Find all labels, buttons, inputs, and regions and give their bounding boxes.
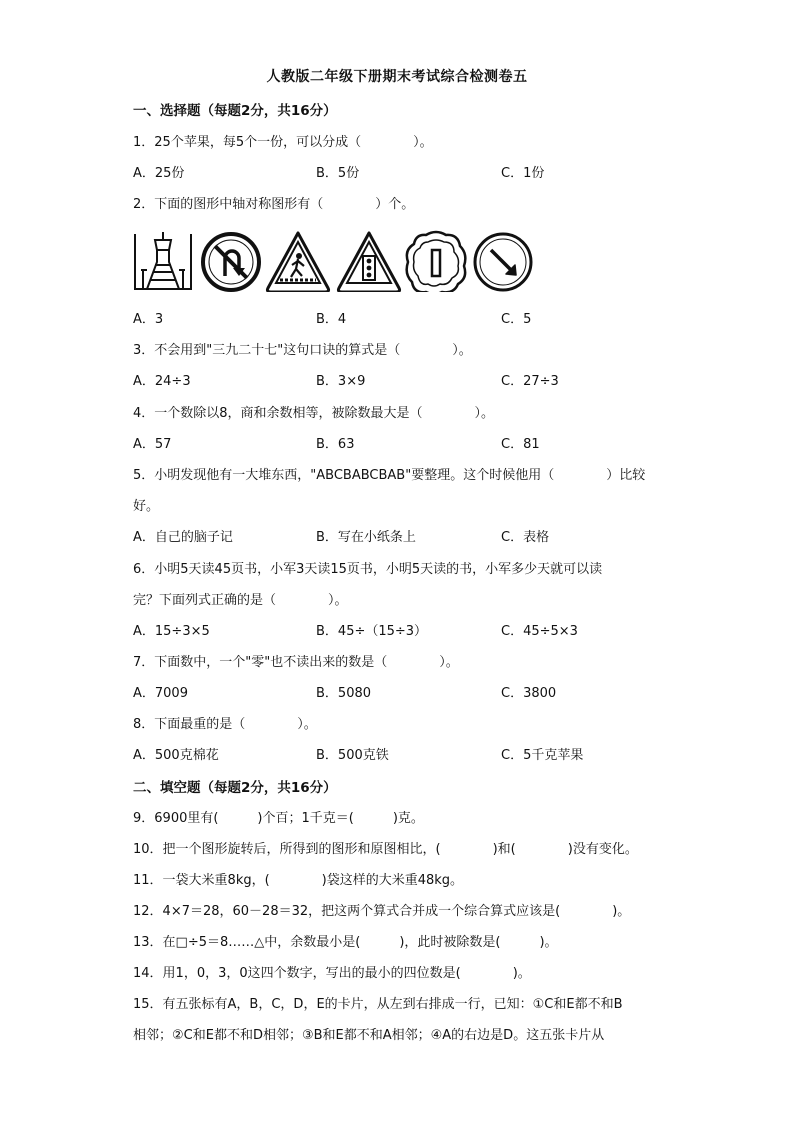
question-1: 1．25个苹果，每5个一份，可以分成（ ）。 bbox=[133, 135, 433, 150]
q6-option-c: C．45÷5×3 bbox=[501, 624, 578, 639]
q1-option-c: C．1份 bbox=[501, 166, 545, 181]
q7-option-b: B．5080 bbox=[316, 686, 372, 701]
q2-option-a: A．3 bbox=[133, 312, 164, 327]
question-13: 13．在□÷5＝8……△中，余数最小是( )，此时被除数是( )。 bbox=[133, 935, 558, 950]
q4-option-a: A．57 bbox=[133, 437, 172, 452]
page-title: 人教版二年级下册期末考试综合检测卷五 bbox=[266, 69, 528, 85]
question-4: 4．一个数除以8，商和余数相等，被除数最大是（ ）。 bbox=[133, 406, 495, 421]
q3-option-c: C．27÷3 bbox=[501, 374, 559, 389]
question-12: 12．4×7＝28，60－28＝32，把这两个算式合并成一个综合算式应该是( )。 bbox=[133, 904, 631, 919]
question-15-line-1: 15．有五张标有A，B，C，D，E的卡片，从左到右排成一行，已知：①C和E都不和B bbox=[133, 997, 623, 1012]
flower-sign-icon bbox=[407, 232, 466, 292]
question-6-line-2: 完？下面列式正确的是（ ）。 bbox=[133, 593, 348, 608]
question-6-line-1: 6．小明5天读45页书，小军3天读15页书，小明5天读的书，小军多少天就可以读 bbox=[133, 562, 603, 577]
question-8: 8．下面最重的是（ ）。 bbox=[133, 717, 317, 732]
q4-option-b: B．63 bbox=[316, 437, 355, 452]
q8-option-c: C．5千克苹果 bbox=[501, 748, 584, 763]
q7-option-a: A．7009 bbox=[133, 686, 188, 701]
traffic-sign-figures bbox=[133, 230, 533, 292]
q1-option-b: B．5份 bbox=[316, 166, 360, 181]
q5-option-a: A．自己的脑子记 bbox=[133, 530, 233, 545]
q5-option-b: B．写在小纸条上 bbox=[316, 530, 416, 545]
q3-option-a: A．24÷3 bbox=[133, 374, 191, 389]
tower-icon bbox=[135, 232, 191, 289]
q3-option-b: B．3×9 bbox=[316, 374, 366, 389]
q1-option-a: A．25份 bbox=[133, 166, 185, 181]
q7-option-c: C．3800 bbox=[501, 686, 557, 701]
q4-option-c: C．81 bbox=[501, 437, 540, 452]
traffic-light-sign-icon bbox=[338, 233, 399, 292]
q2-option-c: C．5 bbox=[501, 312, 532, 327]
q8-option-a: A．500克棉花 bbox=[133, 748, 219, 763]
question-11: 11．一袋大米重8kg，( )袋这样的大米重48kg。 bbox=[133, 873, 464, 888]
question-5-line-2: 好。 bbox=[133, 499, 160, 514]
section-heading-fill-in: 二、填空题（每题2分，共16分） bbox=[133, 780, 337, 796]
q6-option-b: B．45÷（15÷3） bbox=[316, 624, 428, 639]
question-7: 7．下面数中，一个"零"也不读出来的数是（ ）。 bbox=[133, 655, 459, 670]
q5-option-c: C．表格 bbox=[501, 530, 550, 545]
question-2: 2．下面的图形中轴对称图形有（ ）个。 bbox=[133, 197, 415, 212]
pedestrian-crossing-sign-icon bbox=[267, 233, 328, 292]
section-heading-choice: 一、选择题（每题2分，共16分） bbox=[133, 103, 337, 119]
question-15-line-2: 相邻；②C和E都不和D相邻；③B和E都不和A相邻；④A的右边是D。这五张卡片从 bbox=[133, 1028, 605, 1043]
question-14: 14．用1，0，3，0这四个数字，写出的最小的四位数是( )。 bbox=[133, 966, 531, 981]
no-u-turn-sign-icon bbox=[203, 234, 259, 290]
q6-option-a: A．15÷3×5 bbox=[133, 624, 210, 639]
arrow-sign-icon bbox=[475, 234, 531, 290]
q2-option-b: B．4 bbox=[316, 312, 347, 327]
question-5-line-1: 5．小明发现他有一大堆东西，"ABCBABCBAB"要整理。这个时候他用（ ）比较 bbox=[133, 468, 646, 483]
q8-option-b: B．500克铁 bbox=[316, 748, 389, 763]
question-3: 3．不会用到"三九二十七"这句口诀的算式是（ ）。 bbox=[133, 343, 472, 358]
question-9: 9．6900里有( )个百；1千克＝( )克。 bbox=[133, 811, 424, 826]
question-10: 10．把一个图形旋转后，所得到的图形和原图相比，( )和( )没有变化。 bbox=[133, 842, 638, 857]
